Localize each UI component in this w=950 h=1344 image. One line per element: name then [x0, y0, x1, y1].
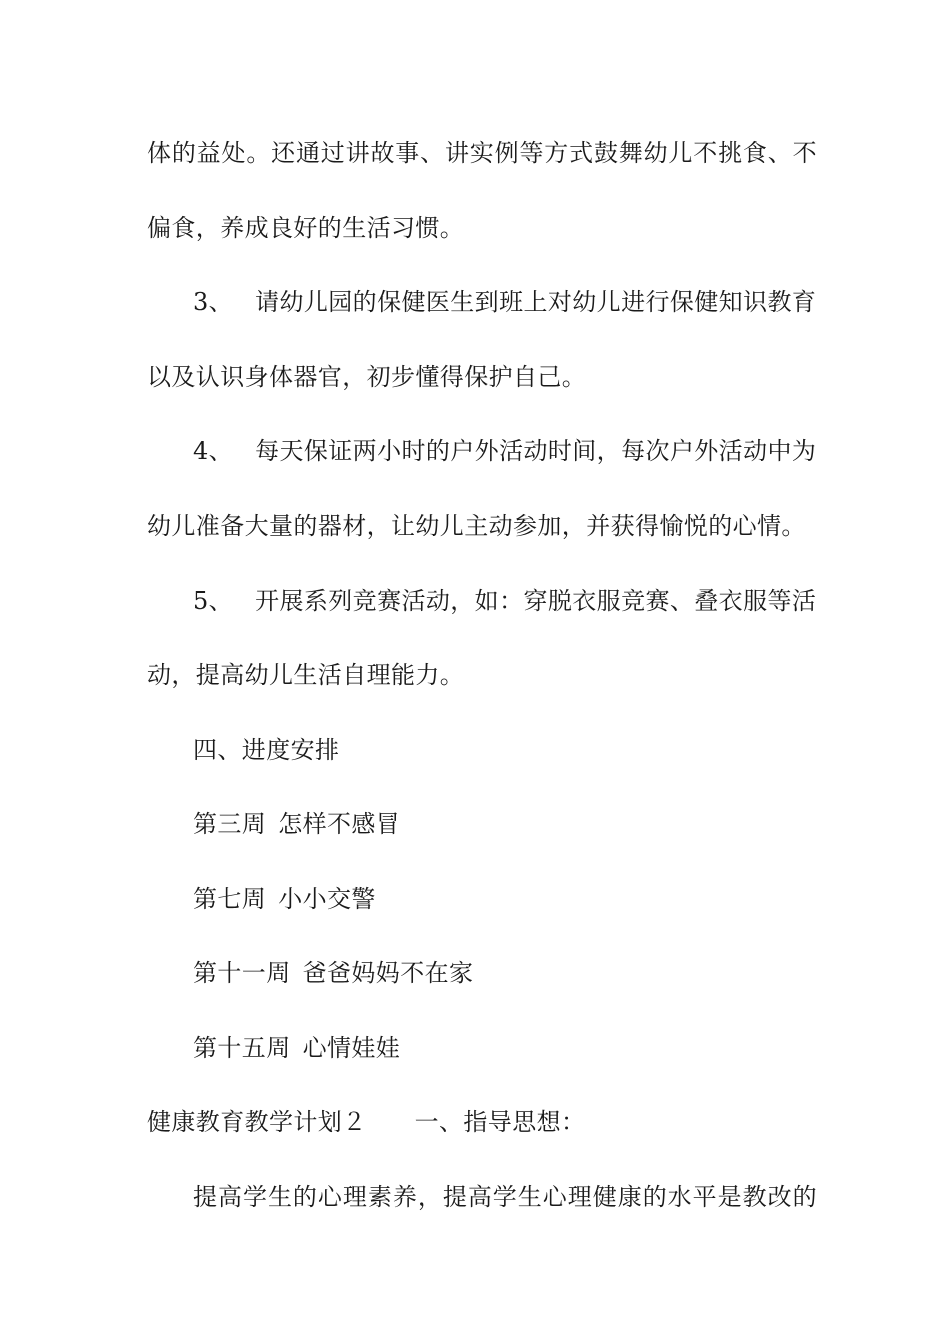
line-text: 动，提高幼儿生活自理能力。: [147, 661, 465, 689]
section-subheading: 一、指导思想：: [414, 1108, 586, 1136]
plan-title: 健康教育教学计划２: [147, 1108, 367, 1136]
week-label: 第十一周: [193, 959, 291, 987]
numbered-item-3: [193, 287, 817, 317]
paragraph-line: [147, 511, 817, 541]
schedule-row: [193, 809, 817, 839]
week-label: 第三周: [193, 810, 267, 838]
line-text: 体的益处。还通过讲故事、讲实例等方式鼓舞幼儿不挑食、不: [147, 139, 817, 167]
topic-title: 爸爸妈妈不在家: [302, 959, 474, 987]
paragraph-line: [147, 138, 817, 168]
topic-title: 小小交警: [278, 885, 376, 913]
numbered-item-4: [193, 436, 817, 466]
item-text: 请幼儿园的保健医生到班上对幼儿进行保健知识教育: [255, 288, 817, 316]
paragraph-line: [193, 1182, 817, 1212]
paragraph-line: [147, 660, 817, 690]
heading-text: 四、进度安排: [193, 736, 340, 764]
item-number: 5、: [193, 587, 234, 615]
line-text: 偏食，养成良好的生活习惯。: [147, 214, 465, 242]
paragraph-line: [147, 362, 817, 392]
week-label: 第七周: [193, 885, 267, 913]
item-number: 3、: [193, 288, 234, 316]
item-text: 开展系列竞赛活动，如：穿脱衣服竞赛、叠衣服等活: [255, 587, 817, 615]
schedule-row: [193, 884, 817, 914]
line-text: 以及认识身体器官，初步懂得保护自己。: [147, 363, 587, 391]
topic-title: 心情娃娃: [302, 1034, 401, 1062]
schedule-row: [193, 958, 817, 988]
item-number: 4、: [193, 437, 234, 465]
schedule-row: [193, 1033, 817, 1063]
paragraph-line: [147, 213, 817, 243]
line-text: 提高学生的心理素养，提高学生心理健康的水平是教改的: [193, 1183, 817, 1211]
numbered-item-5: [193, 586, 817, 616]
section-heading: [193, 735, 817, 765]
topic-title: 怎样不感冒: [278, 810, 401, 838]
week-label: 第十五周: [193, 1034, 291, 1062]
item-text: 每天保证两小时的户外活动时间，每次户外活动中为: [255, 437, 817, 465]
line-text: 幼儿准备大量的器材，让幼儿主动参加，并获得愉悦的心情。: [147, 512, 806, 540]
plan-heading: [147, 1107, 817, 1137]
